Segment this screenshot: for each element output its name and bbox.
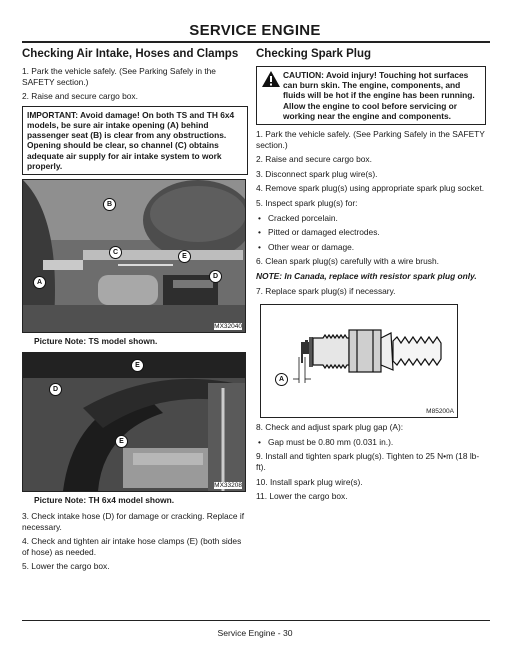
th-model-illustration <box>23 353 245 491</box>
page-title: SERVICE ENGINE <box>189 22 321 39</box>
step-text: 2. Raise and secure cargo box. <box>22 91 138 102</box>
ts-model-illustration <box>23 180 245 332</box>
picture-note: Picture Note: TH 6x4 model shown. <box>34 495 175 505</box>
spark-plug-illustration <box>261 305 457 417</box>
callout-d: D <box>209 270 222 283</box>
callout-c: C <box>109 246 122 259</box>
step-text: 5. Inspect spark plug(s) for: <box>256 197 358 208</box>
figure-ts-model-photo <box>22 179 246 333</box>
step-text: 1. Park the vehicle safely. (See Parking Safely in the SAFETY section.) <box>22 66 216 87</box>
step-text: 3. Disconnect spark plug wire(s). <box>256 168 378 179</box>
step-text: 4. Remove spark plug(s) using appropriate spark plug socket. <box>256 183 485 194</box>
figure-id: MX33208 <box>214 482 242 489</box>
figure-th-model-photo <box>22 352 246 492</box>
step-text: 1. Park the vehicle safely. (See Parking Safely in the SAFETY section.) <box>256 129 485 150</box>
caution-text: CAUTION: Avoid injury! Touching hot surfaces can burn skin. The engine, components, and fluids will be hot if the engine has been running. Allow the engine to cool before servicing or working near the engine and components. <box>283 70 475 121</box>
section-heading-air-intake: Checking Air Intake, Hoses and Clamps <box>22 48 239 60</box>
callout-e-lower: E <box>115 435 128 448</box>
step-text: 6. Clean spark plug(s) carefully with a wire brush. <box>256 256 439 267</box>
left-column <box>22 46 248 576</box>
canada-note: NOTE: In Canada, replace with resistor spark plug only. <box>256 270 477 281</box>
right-column <box>256 46 486 506</box>
bullet-item: • Cracked porcelain. <box>258 212 338 223</box>
page-footer: Service Engine - 30 <box>217 628 293 638</box>
figure-id: M85200A <box>426 408 454 416</box>
callout-a: A <box>275 373 288 386</box>
callout-e: E <box>131 359 144 372</box>
figure-id: MX32040 <box>214 323 242 330</box>
callout-b: B <box>103 198 116 211</box>
bullet-item: • Gap must be 0.80 mm (0.031 in.). <box>258 436 394 447</box>
step-text: 5. Lower the cargo box. <box>22 561 110 572</box>
step-text: 8. Check and adjust spark plug gap (A): <box>256 422 404 433</box>
footer-divider <box>22 620 490 621</box>
step-text: 3. Check intake hose (D) for damage or cracking. Replace if necessary. <box>22 511 245 532</box>
step-text: 9. Install and tighten spark plug(s). Tighten to 25 N•m (18 lb-ft). <box>256 451 480 472</box>
step-text: 7. Replace spark plug(s) if necessary. <box>256 285 396 296</box>
step-text: 10. Install spark plug wire(s). <box>256 476 363 487</box>
caution-notice <box>256 66 486 125</box>
callout-e: E <box>178 250 191 263</box>
spark-plug-figure <box>260 304 458 418</box>
callout-d: D <box>49 383 62 396</box>
warning-triangle-icon <box>261 70 281 88</box>
section-heading-spark-plug: Checking Spark Plug <box>256 48 372 60</box>
bullet-item: • Pitted or damaged electrodes. <box>258 227 380 238</box>
callout-a: A <box>33 276 46 289</box>
step-text: 11. Lower the cargo box. <box>256 491 348 502</box>
picture-note: Picture Note: TS model shown. <box>34 336 158 346</box>
important-notice: IMPORTANT: Avoid damage! On both TS and TH 6x4 models, be sure air intake opening (A) behind passenger seat (B) is clear from any obstructions. Opening should be clear, so channel (C) obtains adequate air supply for air intake system to work properly. <box>22 106 248 175</box>
step-text: 2. Raise and secure cargo box. <box>256 154 372 165</box>
bullet-item: • Other wear or damage. <box>258 241 355 252</box>
header-divider <box>22 41 490 43</box>
step-text: 4. Check and tighten air intake hose clamps (E) (both sides of hose) as needed. <box>22 536 242 557</box>
